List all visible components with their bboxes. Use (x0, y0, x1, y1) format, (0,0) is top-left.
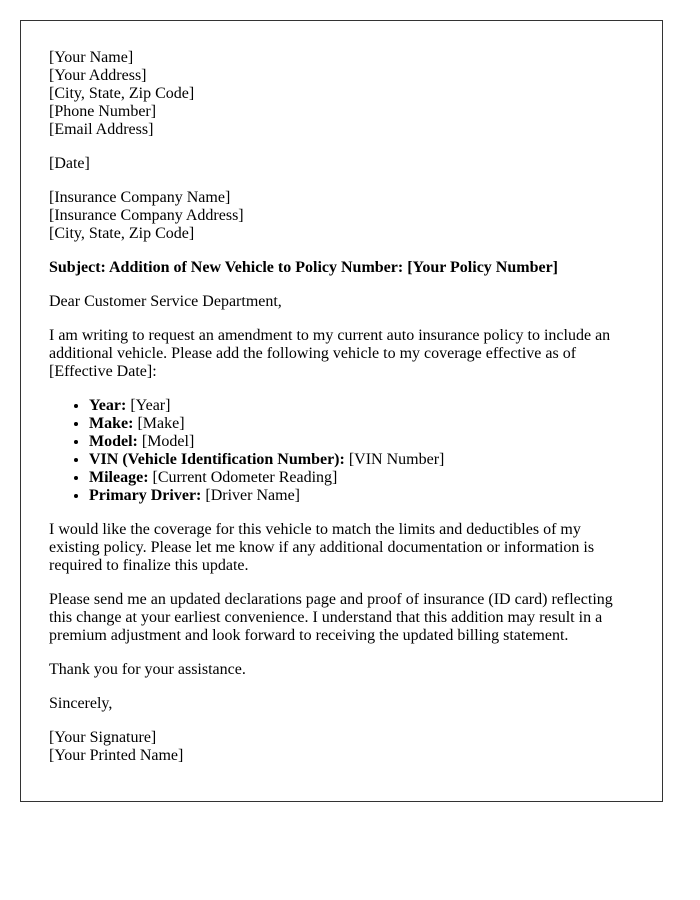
sender-name: [Your Name] (49, 49, 134, 66)
closing: Sincerely, (49, 695, 113, 712)
letter (20, 20, 663, 802)
detail-value: [Model] (137, 433, 195, 450)
detail-label: Model: (89, 433, 138, 450)
list-item (89, 397, 634, 415)
detail-value: [Make] (133, 415, 185, 432)
request-paragraph: Please send me an updated declarations page and proof of insurance (ID card) reflecting this change at your earliest convenience. I understand that this addition may result in a premium adjustment and look forward to receiving the updated billing statement. (49, 591, 613, 644)
subject (49, 259, 634, 277)
detail-label: Make: (89, 415, 134, 432)
detail-value: [Driver Name] (201, 487, 301, 504)
list-item (89, 433, 634, 451)
recipient-city: [City, State, Zip Code] (49, 225, 195, 242)
recipient-name: [Insurance Company Name] (49, 189, 231, 206)
detail-value: [Year] (126, 397, 171, 414)
printed-name: [Your Printed Name] (49, 747, 184, 764)
date: [Date] (49, 155, 90, 172)
recipient-address: [Insurance Company Address] (49, 207, 244, 224)
sender-address: [Your Address] (49, 67, 147, 84)
thanks: Thank you for your assistance. (49, 661, 246, 678)
sender-email: [Email Address] (49, 121, 154, 138)
signature: [Your Signature] (49, 729, 157, 746)
sender-block (49, 49, 634, 139)
detail-label: Primary Driver: (89, 487, 202, 504)
recipient-block (49, 189, 634, 243)
list-item (89, 487, 634, 505)
detail-label: VIN (Vehicle Identification Number): (89, 451, 345, 468)
signature-block (49, 729, 634, 765)
list-item (89, 451, 634, 469)
subject-text: Subject: Addition of New Vehicle to Policy Number: [Your Policy Number] (49, 259, 558, 276)
sender-city: [City, State, Zip Code] (49, 85, 195, 102)
detail-label: Mileage: (89, 469, 149, 486)
intro-paragraph: I am writing to request an amendment to my current auto insurance policy to include an additional vehicle. Please add the following vehicle to my coverage effective as of [Effective Date]: (49, 327, 611, 380)
sender-phone: [Phone Number] (49, 103, 157, 120)
salutation: Dear Customer Service Department, (49, 293, 282, 310)
vehicle-details-list (49, 397, 634, 505)
detail-value: [VIN Number] (344, 451, 445, 468)
detail-value: [Current Odometer Reading] (148, 469, 338, 486)
coverage-paragraph: I would like the coverage for this vehicle to match the limits and deductibles of my existing policy. Please let me know if any additional documentation or information is required to finalize this update. (49, 521, 595, 574)
list-item (89, 415, 634, 433)
detail-label: Year: (89, 397, 127, 414)
list-item (89, 469, 634, 487)
